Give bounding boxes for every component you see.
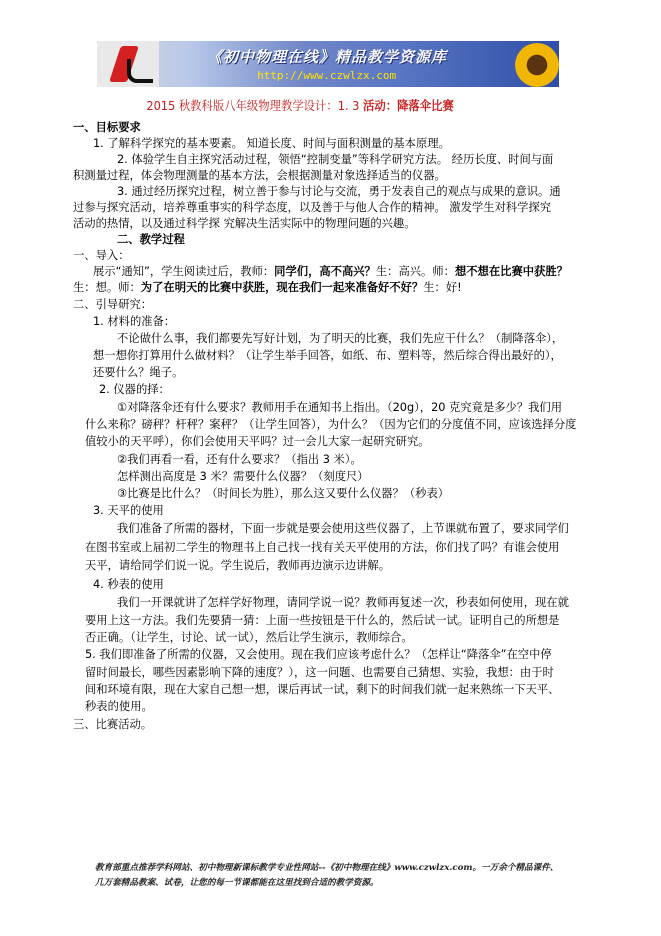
intro-text: 生：高兴。师： <box>375 265 455 278</box>
body-line: ②我们再看一看，还有什么要求？（指出 3 米）。 <box>117 453 362 466</box>
body-line: 积测量过程，体会物理测量的基本方法，会根据测量对象选择适当的仪器。 <box>73 169 446 182</box>
intro-bold: 想不想在比赛中获胜？ <box>454 265 568 278</box>
intro-line-1 <box>93 264 568 281</box>
site-logo <box>97 41 159 87</box>
section-heading: 二、教学过程 <box>117 233 185 246</box>
subsection-heading: 2. 仪器的择： <box>99 383 170 396</box>
body-line: 什么来称？磅秤？杆秤？案秤？（让学生回答），为什么？（因为它们的分度值不同，应该选择分度 <box>85 418 577 431</box>
body-line: ①对降落伞还有什么要求？教师用手在通知书上指出。（20g），20 克究竟是多少？我们用 <box>117 401 563 414</box>
body-line: 在图书室或上届初二学生的物理书上自己找一找有关天平使用的方法，你们找了吗？有谁会使用 <box>85 541 560 554</box>
body-line: 过参与探究活动，培养尊重事实的科学态度，以及善于与他人合作的精神。 激发学生对科学探究 <box>73 201 552 214</box>
body-line: 否正确。（让学生，讨论、试一试），然后让学生演示，教师综合。 <box>85 631 413 644</box>
intro-text: 生：想。师： <box>73 281 141 294</box>
intro-text: 生：好! <box>423 281 462 294</box>
footer-line-2: 几万套精品教案、试卷，让您的每一节课都能在这里找到合适的教学资源。 <box>95 878 379 888</box>
subsection-heading: 1. 材料的准备： <box>93 315 176 328</box>
body-line: 活动的热情，以及通过科学探 究解决生活实际中的物理问题的兴趣。 <box>73 217 416 230</box>
intro-bold: 为了在明天的比赛中获胜，现在我们一起来准备好不好？ <box>140 281 424 294</box>
body-line: 间和环境有限，现在大家自己想一想，课后再试一试，剩下的时间我们就一起来熟练一下天平、 <box>85 683 560 696</box>
section-heading: 二、引导研究： <box>73 298 153 311</box>
body-line: 秒表的使用。 <box>85 700 153 713</box>
body-line: 5. 我们即准备了所需的仪器，又会使用。现在我们应该考虑什么？（怎样让“降落伞”在空中停 <box>85 648 552 661</box>
body-line: 怎样测出高度是 3 米？需要什么仪器？（刻度尺） <box>117 470 369 483</box>
sunflower-image <box>515 43 559 87</box>
body-line: 还要什么？绳子。 <box>93 366 184 379</box>
body-line: 1. 了解科学探究的基本要素。 知道长度、时间与面积测量的基本原理。 <box>93 137 450 150</box>
subsection-heading: 3. 天平的使用 <box>93 504 164 517</box>
title-bold: 活动：降落伞比赛 <box>363 98 454 113</box>
body-line: 值较小的天平呼），你们会使用天平吗？过一会儿大家一起研究研究。 <box>85 435 430 448</box>
body-line: 想一想你打算用什么做材料？（让学生举手回答，如纸、布、塑料等，然后综合得出最好的）， <box>93 349 562 362</box>
subsection-heading: 4. 秒表的使用 <box>93 578 164 591</box>
body-line: 我们一开课就讲了怎样学好物理，请同学说一说？教师再复述一次，秒表如何使用，现在就 <box>117 596 569 609</box>
body-line: 一、导入： <box>73 249 130 262</box>
body-line: 要用上这一方法。我们先要猜一猜：上面一些按钮是干什么的，然后试一试。证明自己的所想是 <box>85 614 560 627</box>
logo-black-mark <box>127 59 153 83</box>
intro-text: 展示“通知”，学生阅读过后，教师： <box>93 265 275 278</box>
section-heading: 一、目标要求 <box>73 121 141 134</box>
body-line: 3. 通过经历探究过程，树立善于参与讨论与交流，勇于发表自己的观点与成果的意识。通 <box>117 185 561 198</box>
title-plain: 2015 秋教科版八年级物理教学设计：1. 3 <box>146 98 364 113</box>
body-line: ③比赛是比什么？（时间长为胜），那么这又要什么仪器？（秒表） <box>117 487 450 500</box>
banner-title: 《初中物理在线》精品教学资源库 <box>207 48 448 66</box>
body-line: 我们准备了所需的器材，下面一步就是要会使用这些仪器了，上节课就布置了，要求同学们 <box>117 522 569 535</box>
banner-url: http://www.czwlzx.com <box>257 69 397 82</box>
body-line: 留时间最长，哪些因素影响下降的速度？），这一问题、也需要自己猜想、实验，我想：由于时 <box>85 666 554 679</box>
intro-line-2 <box>73 280 462 297</box>
body-line: 天平，请给同学们说一说。学生说后，教师再边演示边讲解。 <box>85 559 391 572</box>
body-line: 不论做什么事，我们都要先写好计划，为了明天的比赛，我们先应干什么？（制降落伞）， <box>117 332 564 345</box>
intro-bold: 同学们，高不高兴？ <box>274 265 376 278</box>
section-heading: 三、比赛活动。 <box>73 718 153 731</box>
footer-line-1: 教育部重点推荐学科网站、初中物理新课标教学专业性网站--《初中物理在线》www.czwlzx.com。一万余个精品课件、 <box>95 863 559 873</box>
header-banner <box>97 41 559 87</box>
document-title <box>0 96 600 114</box>
body-line: 2. 体验学生自主探究活动过程，领悟“控制变量”等科学研究方法。 经历长度、时间与面 <box>117 153 554 166</box>
